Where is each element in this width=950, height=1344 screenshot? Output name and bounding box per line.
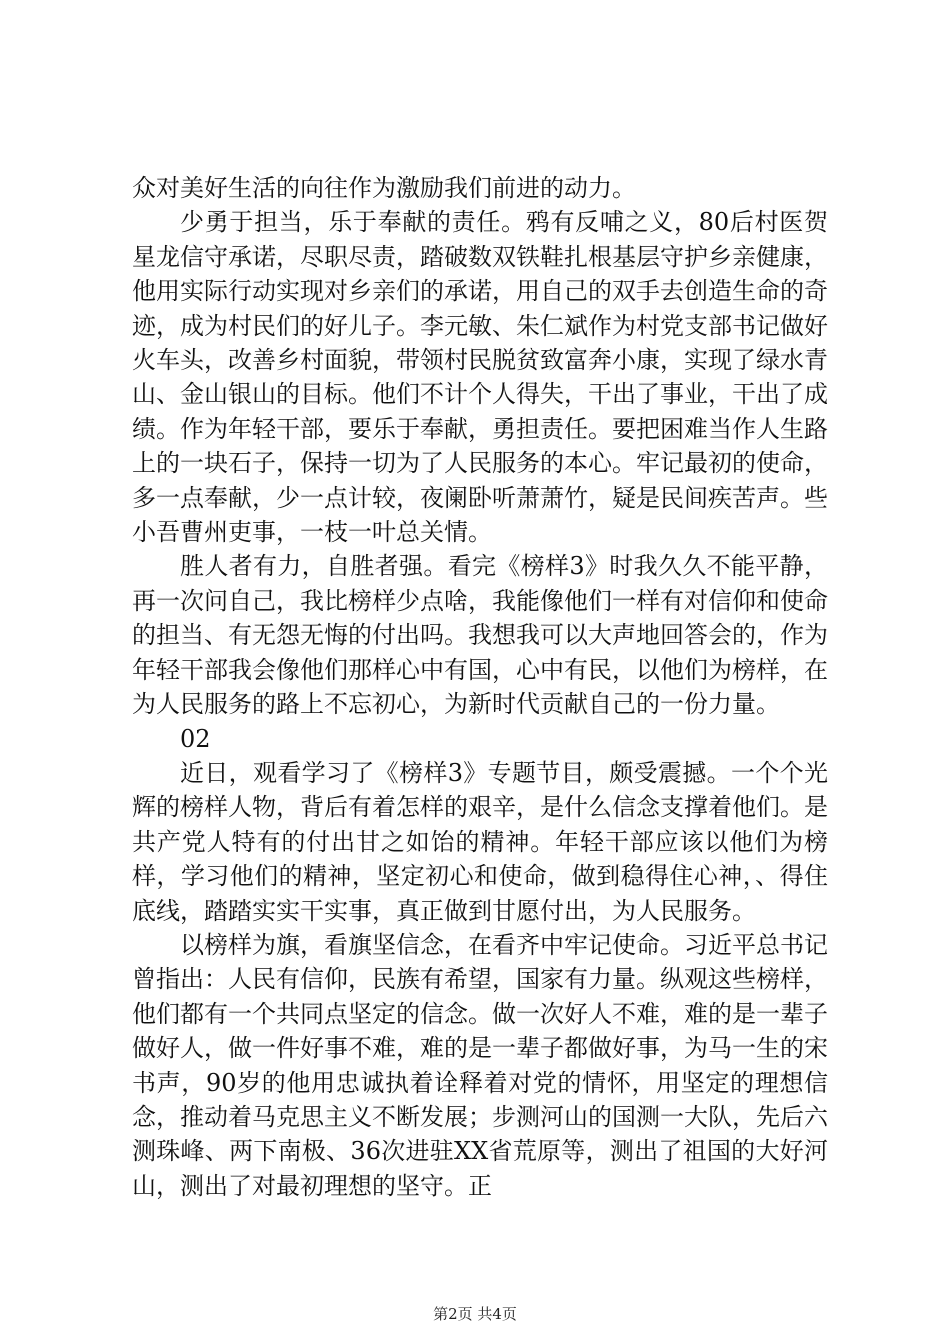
page-footer: 第2页 共4页 bbox=[433, 1305, 517, 1323]
paragraph-belief: 以榜样为旗，看旗坚信念，在看齐中牢记使命。习近平总书记曾指出：人民有信仰，民族有希望，国家有力量。纵观这些榜样，他们都有一个共同点坚定的信念。做一次好人不难，难的是一辈子做好人，做一件好事不难，难的是一辈子都做好事，为马一生的宋书声，90岁的他用忠诚执着诠释着对党的情怀，用坚定的理想信念，推动着马克思主义不断发展；步测河山的国测一大队，先后六测珠峰、两下南极、36次进驻XX省荒原等，测出了祖国的大好河山，测出了对最初理想的坚守。正 bbox=[132, 930, 828, 1200]
paragraph-reflection: 胜人者有力，自胜者强。看完《榜样3》时我久久不能平静，再一次问自己，我比榜样少点啥，我能像他们一样有对信仰和使命的担当、有无怨无悔的付出吗。我想我可以大声地回答会的，作为年轻干部我会像他们那样心中有国，心中有民，以他们为榜样，在为人民服务的路上不忘初心，为新时代贡献自己的一份力量。 bbox=[132, 552, 828, 719]
paragraph-introduction: 近日，观看学习了《榜样3》专题节目，颇受震撼。一个个光辉的榜样人物，背后有着怎样的艰辛，是什么信念支撑着他们。是共产党人特有的付出甘之如饴的精神。年轻干部应该以他们为榜样，学习他们的精神，坚定初心和使命，做到稳得住心神，、得住底线，踏踏实实干实事，真正做到甘愿付出，为人民服务。 bbox=[132, 758, 828, 925]
section-number: 02 bbox=[180, 724, 211, 753]
document-body bbox=[132, 171, 828, 1203]
paragraph-continuation: 众对美好生活的向往作为激励我们前进的动力。 bbox=[132, 174, 636, 202]
paragraph-responsibility: 少勇于担当，乐于奉献的责任。鸦有反哺之义，80后村医贺星龙信守承诺，尽职尽责，踏破数双铁鞋扎根基层守护乡亲健康，他用实际行动实现对乡亲们的承诺，用自己的双手去创造生命的奇迹，成为村民们的好儿子。李元敏、朱仁斌作为村党支部书记做好火车头，改善乡村面貌，带领村民脱贫致富奔小康，实现了绿水青山、金山银山的目标。他们不计个人得失，干出了事业，干出了成绩。作为年轻干部，要乐于奉献，勇担责任。要把困难当作人生路上的一块石子，保持一切为了人民服务的本心。牢记最初的使命，多一点奉献，少一点计较，夜阑卧听萧萧竹，疑是民间疾苦声。些小吾曹州吏事，一枝一叶总关情。 bbox=[132, 208, 828, 547]
